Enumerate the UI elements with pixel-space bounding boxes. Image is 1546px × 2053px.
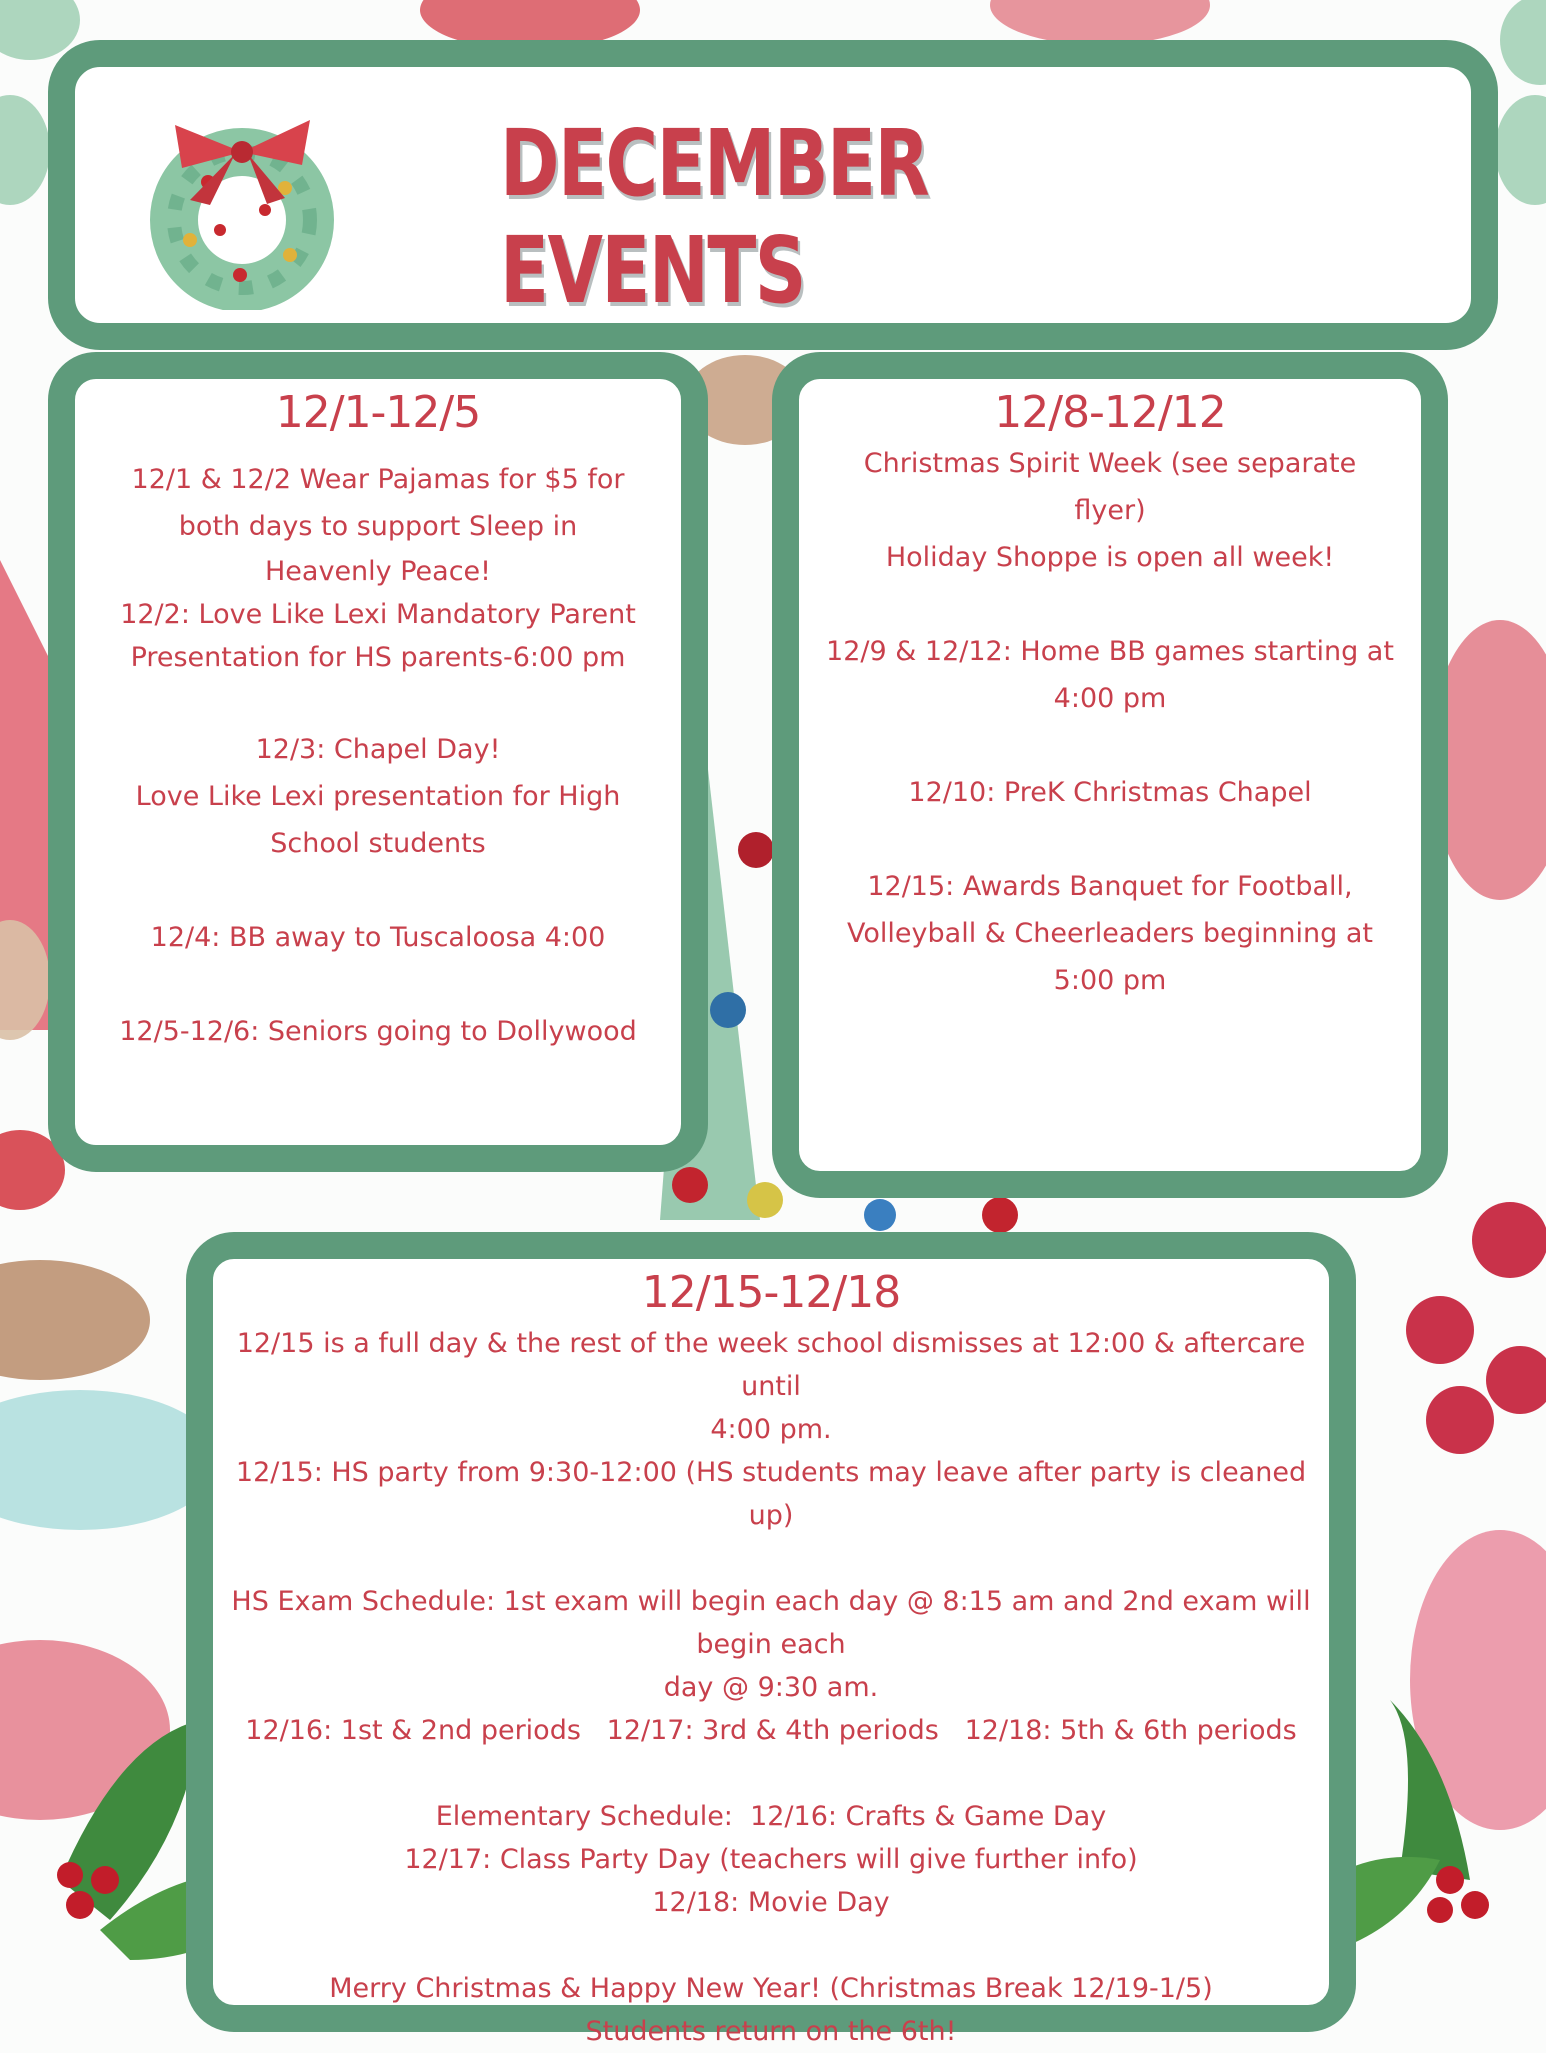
event-line: 12/18: Movie Day	[652, 1887, 890, 1918]
event-line: flyer)	[1074, 495, 1146, 526]
event-line: Love Like Lexi presentation for High	[135, 781, 621, 812]
ornament-decoration	[710, 992, 746, 1028]
event-line: 12/2: Love Like Lexi Mandatory Parent	[120, 599, 636, 630]
event-line: 12/9 & 12/12: Home BB games starting at	[826, 636, 1394, 667]
event-line: 12/10: PreK Christmas Chapel	[908, 777, 1312, 808]
berry-decoration	[1486, 1346, 1546, 1414]
light-decoration	[672, 1167, 708, 1203]
event-line: 5:00 pm	[1053, 965, 1167, 996]
berry-decoration	[91, 1866, 119, 1894]
ornament-decoration	[0, 95, 50, 205]
event-line: 12/3: Chapel Day!	[255, 734, 501, 765]
gnome-nose-decoration	[0, 1260, 150, 1380]
event-line: Merry Christmas & Happy New Year! (Christmas Break 12/19-1/5)	[329, 1973, 1213, 2004]
ornament-decoration	[990, 0, 1210, 45]
event-line: 12/15: Awards Banquet for Football,	[867, 871, 1353, 902]
berry-decoration	[66, 1891, 94, 1919]
event-line: 12/1 & 12/2 Wear Pajamas for $5 for	[131, 464, 625, 495]
event-line: 4:00 pm	[1053, 683, 1167, 714]
event-line: Presentation for HS parents-6:00 pm	[130, 642, 626, 673]
event-line: 4:00 pm.	[710, 1414, 832, 1445]
event-line: Elementary Schedule: 12/16: Crafts & Game Day	[435, 1801, 1107, 1832]
light-decoration	[747, 1182, 783, 1218]
light-decoration	[982, 1197, 1018, 1233]
ornament-decoration	[738, 832, 774, 868]
event-line: School students	[270, 828, 486, 859]
week-card-3	[186, 1232, 1356, 2047]
week-card-2	[772, 352, 1448, 1198]
berry-decoration	[57, 1862, 83, 1888]
wreath-icon	[120, 70, 360, 310]
berry-decoration	[1472, 1202, 1546, 1278]
event-line: 12/15 is a full day & the rest of the week school dismisses at 12:00 & aftercare until	[236, 1328, 1306, 1402]
event-line: Volleyball & Cheerleaders beginning at	[847, 918, 1373, 949]
week-title: 12/1-12/5	[275, 387, 481, 438]
week-card-1	[48, 352, 708, 1172]
week-title: 12/8-12/12	[994, 387, 1226, 438]
berry-decoration	[1461, 1891, 1489, 1919]
berry-decoration	[1427, 1897, 1453, 1923]
event-line: 12/15: HS party from 9:30-12:00 (HS students may leave after party is cleaned up)	[235, 1457, 1307, 1531]
event-line: both days to support Sleep in	[178, 511, 578, 542]
event-line: Students return on the 6th!	[585, 2016, 957, 2047]
event-line: Christmas Spirit Week (see separate	[863, 448, 1357, 479]
light-decoration	[864, 1199, 896, 1231]
event-line: 12/16: 1st & 2nd periods 12/17: 3rd & 4th periods 12/18: 5th & 6th periods	[245, 1715, 1297, 1746]
week-title: 12/15-12/18	[641, 1267, 901, 1318]
berry-decoration	[1406, 1296, 1474, 1364]
berry-decoration	[1426, 1386, 1494, 1454]
event-line: 12/5-12/6: Seniors going to Dollywood	[119, 1016, 637, 1047]
page-title: DECEMBER EVENTS	[500, 110, 929, 324]
event-line: Holiday Shoppe is open all week!	[885, 542, 1335, 573]
event-line: 12/4: BB away to Tuscaloosa 4:00	[150, 922, 606, 953]
berry-decoration	[1436, 1866, 1464, 1894]
event-line: day @ 9:30 am.	[663, 1672, 879, 1703]
event-line: 12/17: Class Party Day (teachers will give further info)	[404, 1844, 1138, 1875]
event-line: Heavenly Peace!	[265, 556, 491, 587]
ornament-decoration	[1495, 95, 1546, 205]
event-line: HS Exam Schedule: 1st exam will begin each day @ 8:15 am and 2nd exam will begin each	[231, 1586, 1311, 1660]
ornament-decoration	[1500, 0, 1546, 85]
